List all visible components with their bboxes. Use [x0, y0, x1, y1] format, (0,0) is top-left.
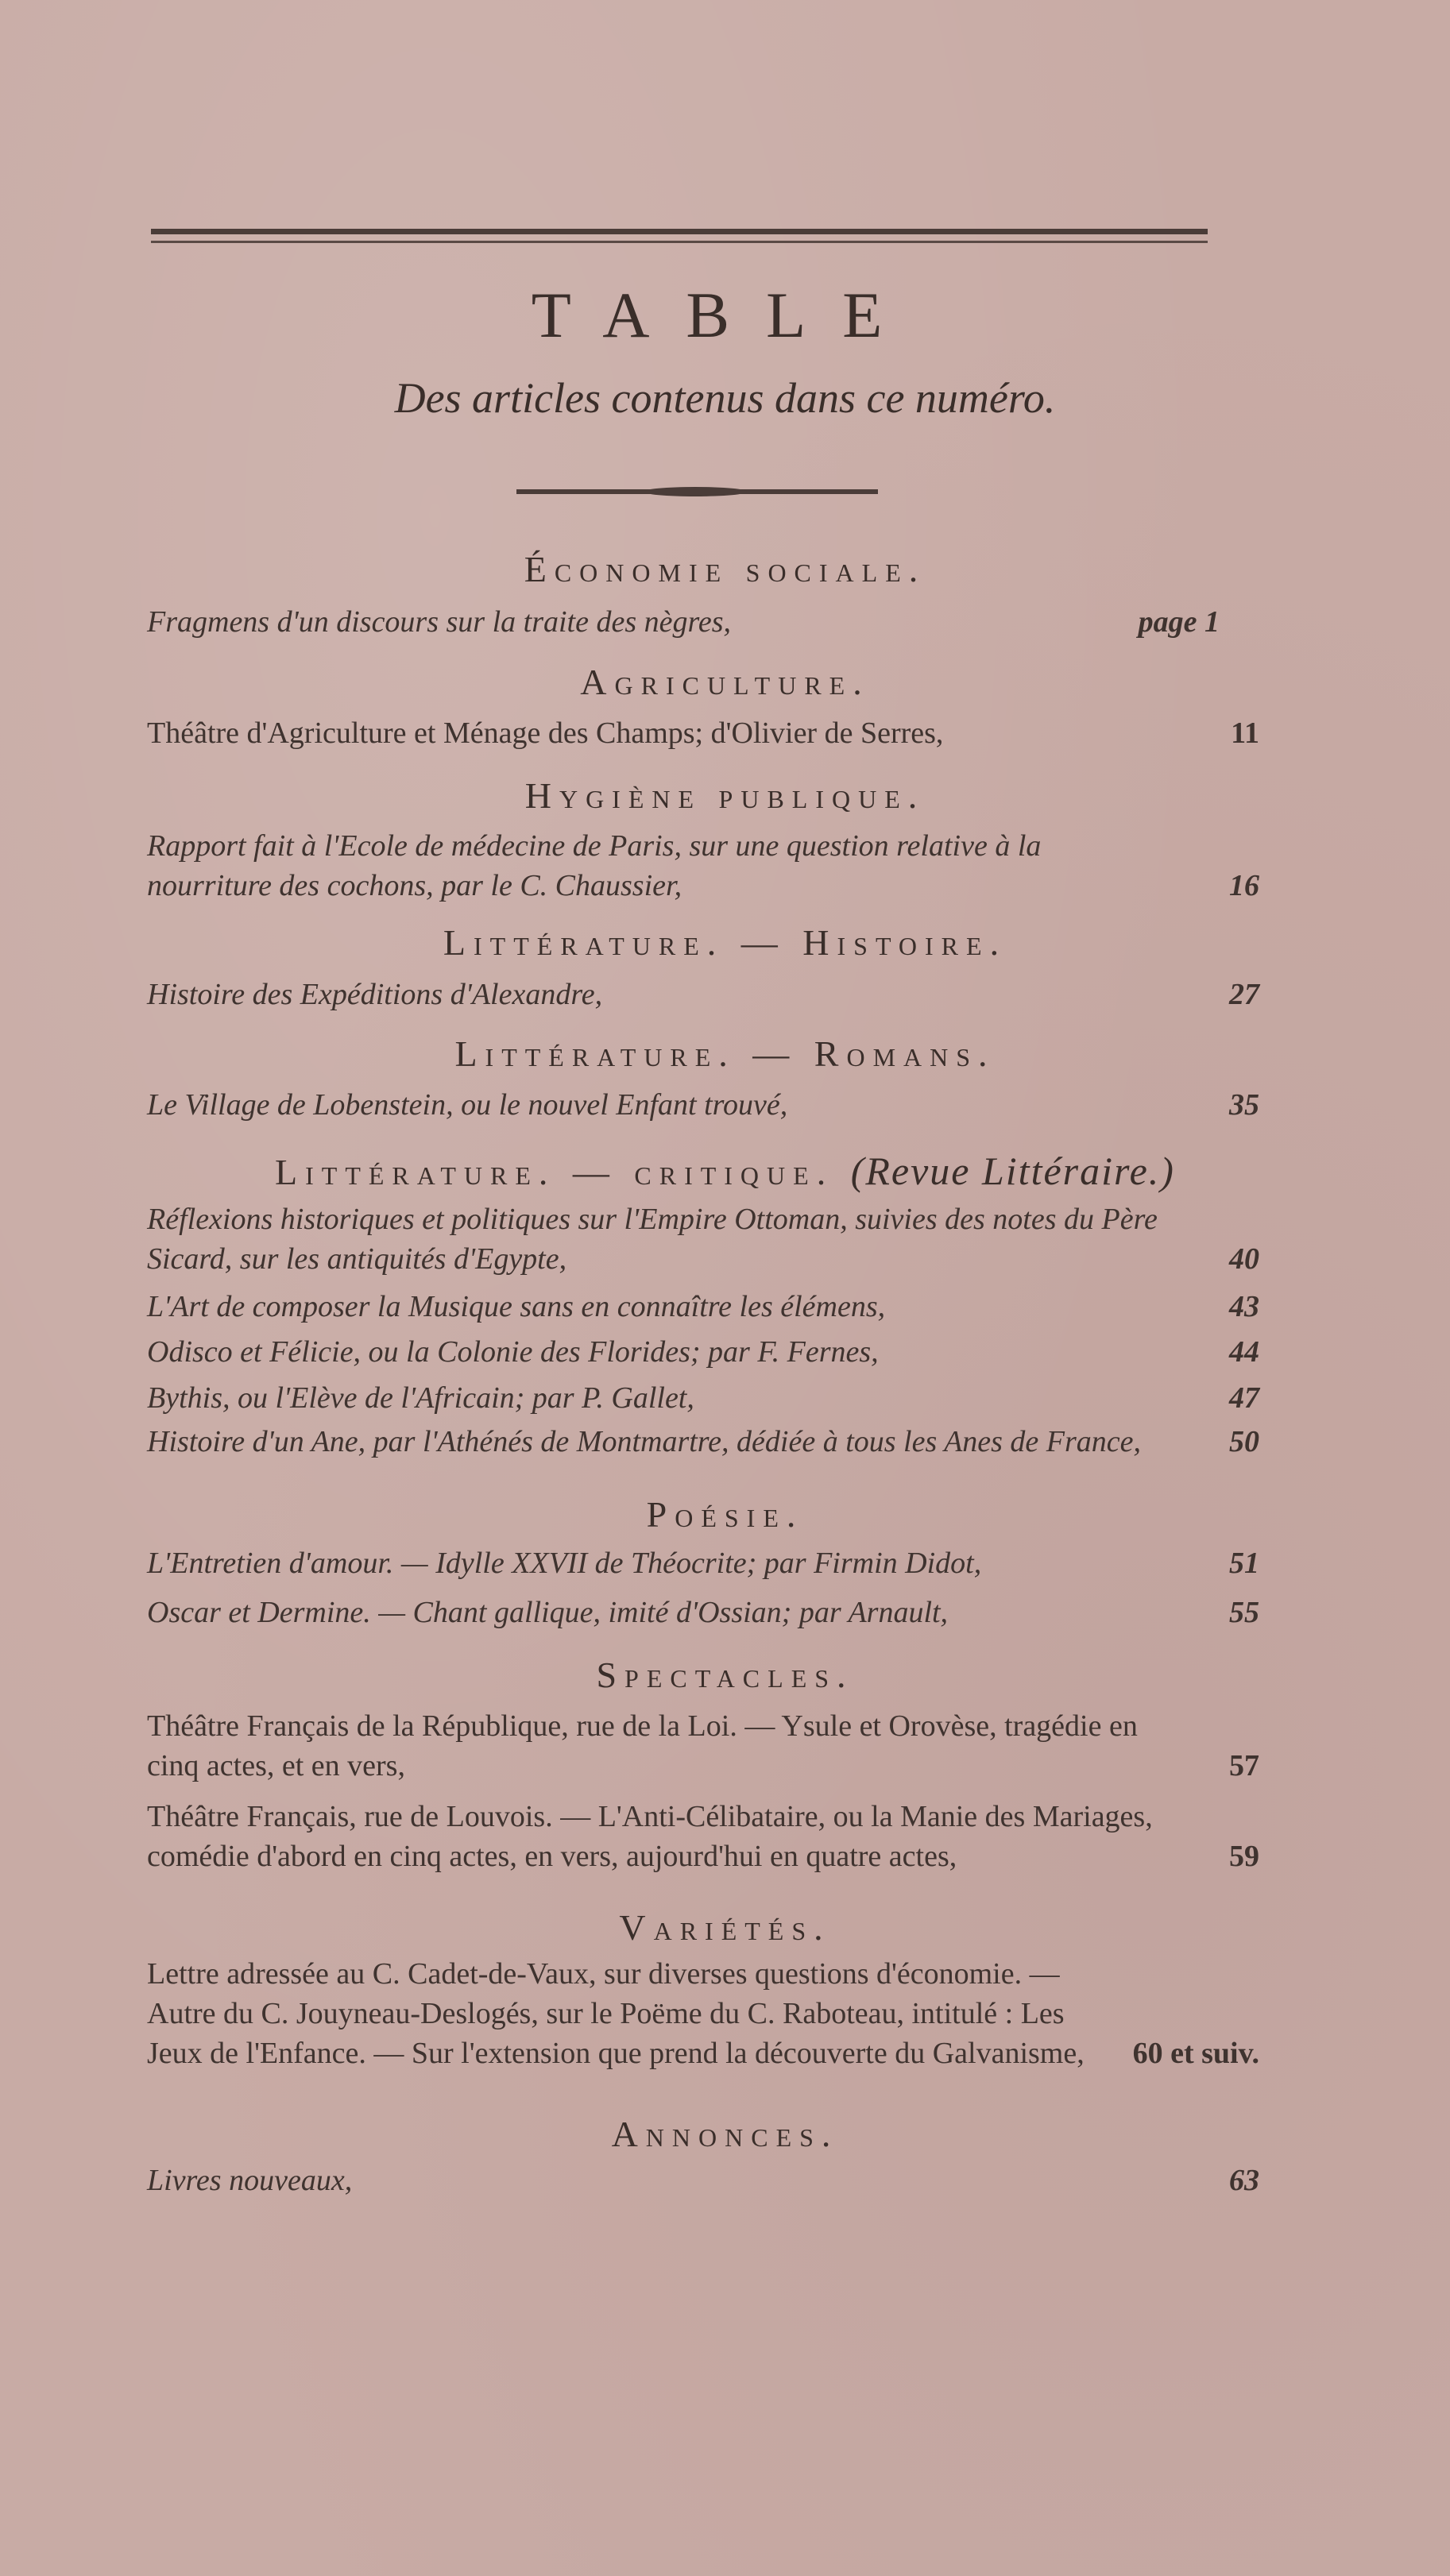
entry-page: 57 [1229, 1749, 1259, 1782]
section-heading-agriculture: Agriculture. [580, 662, 870, 702]
toc-entry [147, 1287, 1259, 1327]
section-heading-spectacles: Spectacles. [596, 1655, 854, 1695]
entry-page: 51 [1229, 1547, 1259, 1580]
section-heading-poesie: Poésie. [646, 1494, 804, 1535]
toc-entry [147, 602, 1220, 642]
toc-entry [147, 826, 1259, 906]
entry-page: 47 [1229, 1381, 1259, 1415]
section-heading-varietes: Variétés. [619, 1907, 831, 1948]
entry-page: 60 et suiv. [1132, 2037, 1259, 2070]
section-heading-hygiene: Hygiène publique. [524, 775, 926, 816]
section-heading-note: (Revue Littéraire.) [850, 1149, 1175, 1193]
entry-page: 11 [1231, 716, 1259, 750]
entry-page: 16 [1229, 869, 1259, 902]
page-title: TABLE [531, 279, 919, 351]
section-heading-romans: Littérature. — Romans. [454, 1033, 996, 1074]
entry-page: 55 [1229, 1596, 1259, 1629]
entry-page: 35 [1229, 1088, 1259, 1122]
entry-title: Oscar et Dermine. — Chant gallique, imité d'Ossian; par Arnault, [147, 1596, 949, 1629]
toc-entry [147, 1593, 1259, 1632]
section-heading-annonces: Annonces. [611, 2114, 839, 2154]
entry-title: L'Entretien d'amour. — Idylle XXVII de Théocrite; par Firmin Didot, [147, 1547, 982, 1580]
entry-title: Le Village de Lobenstein, ou le nouvel Enfant trouvé, [147, 1088, 788, 1122]
toc-entry [147, 1954, 1259, 2073]
entry-title: L'Art de composer la Musique sans en connaître les élémens, [147, 1290, 886, 1323]
toc-entry [147, 1085, 1259, 1125]
entry-title: Histoire d'un Ane, par l'Athénés de Montmartre, dédiée à tous les Anes de France, [147, 1425, 1142, 1458]
section-heading-text: Littérature. — critique. [275, 1152, 834, 1192]
entry-title: Rapport fait à l'Ecole de médecine de Paris, sur une question relative à la nourriture des cochons, par le C. Chaussier, [147, 829, 1042, 902]
toc-entry [147, 1706, 1259, 1786]
toc-entry [147, 1422, 1259, 1462]
entry-title: Théâtre d'Agriculture et Ménage des Champs; d'Olivier de Serres, [147, 716, 944, 750]
entry-title: Fragmens d'un discours sur la traite des nègres, [147, 605, 732, 639]
entry-page: 44 [1229, 1335, 1259, 1369]
page-subtitle: Des articles contenus dans ce numéro. [394, 374, 1056, 422]
entry-page: 59 [1229, 1840, 1259, 1873]
toc-entry [147, 1797, 1259, 1876]
toc-entry [147, 1378, 1259, 1418]
entry-title: Réflexions historiques et politiques sur l'Empire Ottoman, suivies des notes du Père Sicard, sur les antiquités d'Egypte, [147, 1203, 1158, 1276]
section-heading-histoire: Littérature. — Histoire. [443, 922, 1007, 963]
entry-title: Théâtre Français de la République, rue de la Loi. — Ysule et Orovèse, tragédie en cinq actes, et en vers, [147, 1709, 1138, 1782]
entry-page: page 1 [1138, 605, 1220, 639]
entry-title: Histoire des Expéditions d'Alexandre, [147, 978, 603, 1011]
entry-page: 27 [1229, 978, 1259, 1011]
entry-page: 43 [1229, 1290, 1259, 1323]
entry-title: Odisco et Félicie, ou la Colonie des Florides; par F. Fernes, [147, 1335, 879, 1369]
toc-entry [147, 1332, 1259, 1372]
section-heading-critique [0, 1148, 1450, 1194]
entry-title: Théâtre Français, rue de Louvois. — L'Anti-Célibataire, ou la Manie des Mariages, comédie d'abord en cinq actes, en vers, aujourd'hui en quatre actes, [147, 1800, 1153, 1873]
toc-entry [147, 713, 1259, 753]
entry-page: 50 [1229, 1425, 1259, 1458]
entry-title: Lettre adressée au C. Cadet-de-Vaux, sur diverses questions d'économie. — Autre du C. Jouyneau-Deslogés, sur le Poëme du C. Raboteau, intitulé : Les Jeux de l'Enfance. — Sur l'extension que prend la découverte du Galvanisme, [147, 1957, 1085, 2070]
section-heading-economie: Économie sociale. [524, 549, 926, 589]
entry-page: 40 [1229, 1242, 1259, 1276]
entry-title: Bythis, ou l'Elève de l'Africain; par P. Gallet, [147, 1381, 694, 1415]
toc-entry [147, 1543, 1259, 1583]
entry-page: 63 [1229, 2164, 1259, 2197]
toc-entry [147, 2161, 1259, 2200]
entry-title: Livres nouveaux, [147, 2164, 353, 2197]
toc-entry [147, 975, 1259, 1014]
toc-entry [147, 1199, 1259, 1279]
